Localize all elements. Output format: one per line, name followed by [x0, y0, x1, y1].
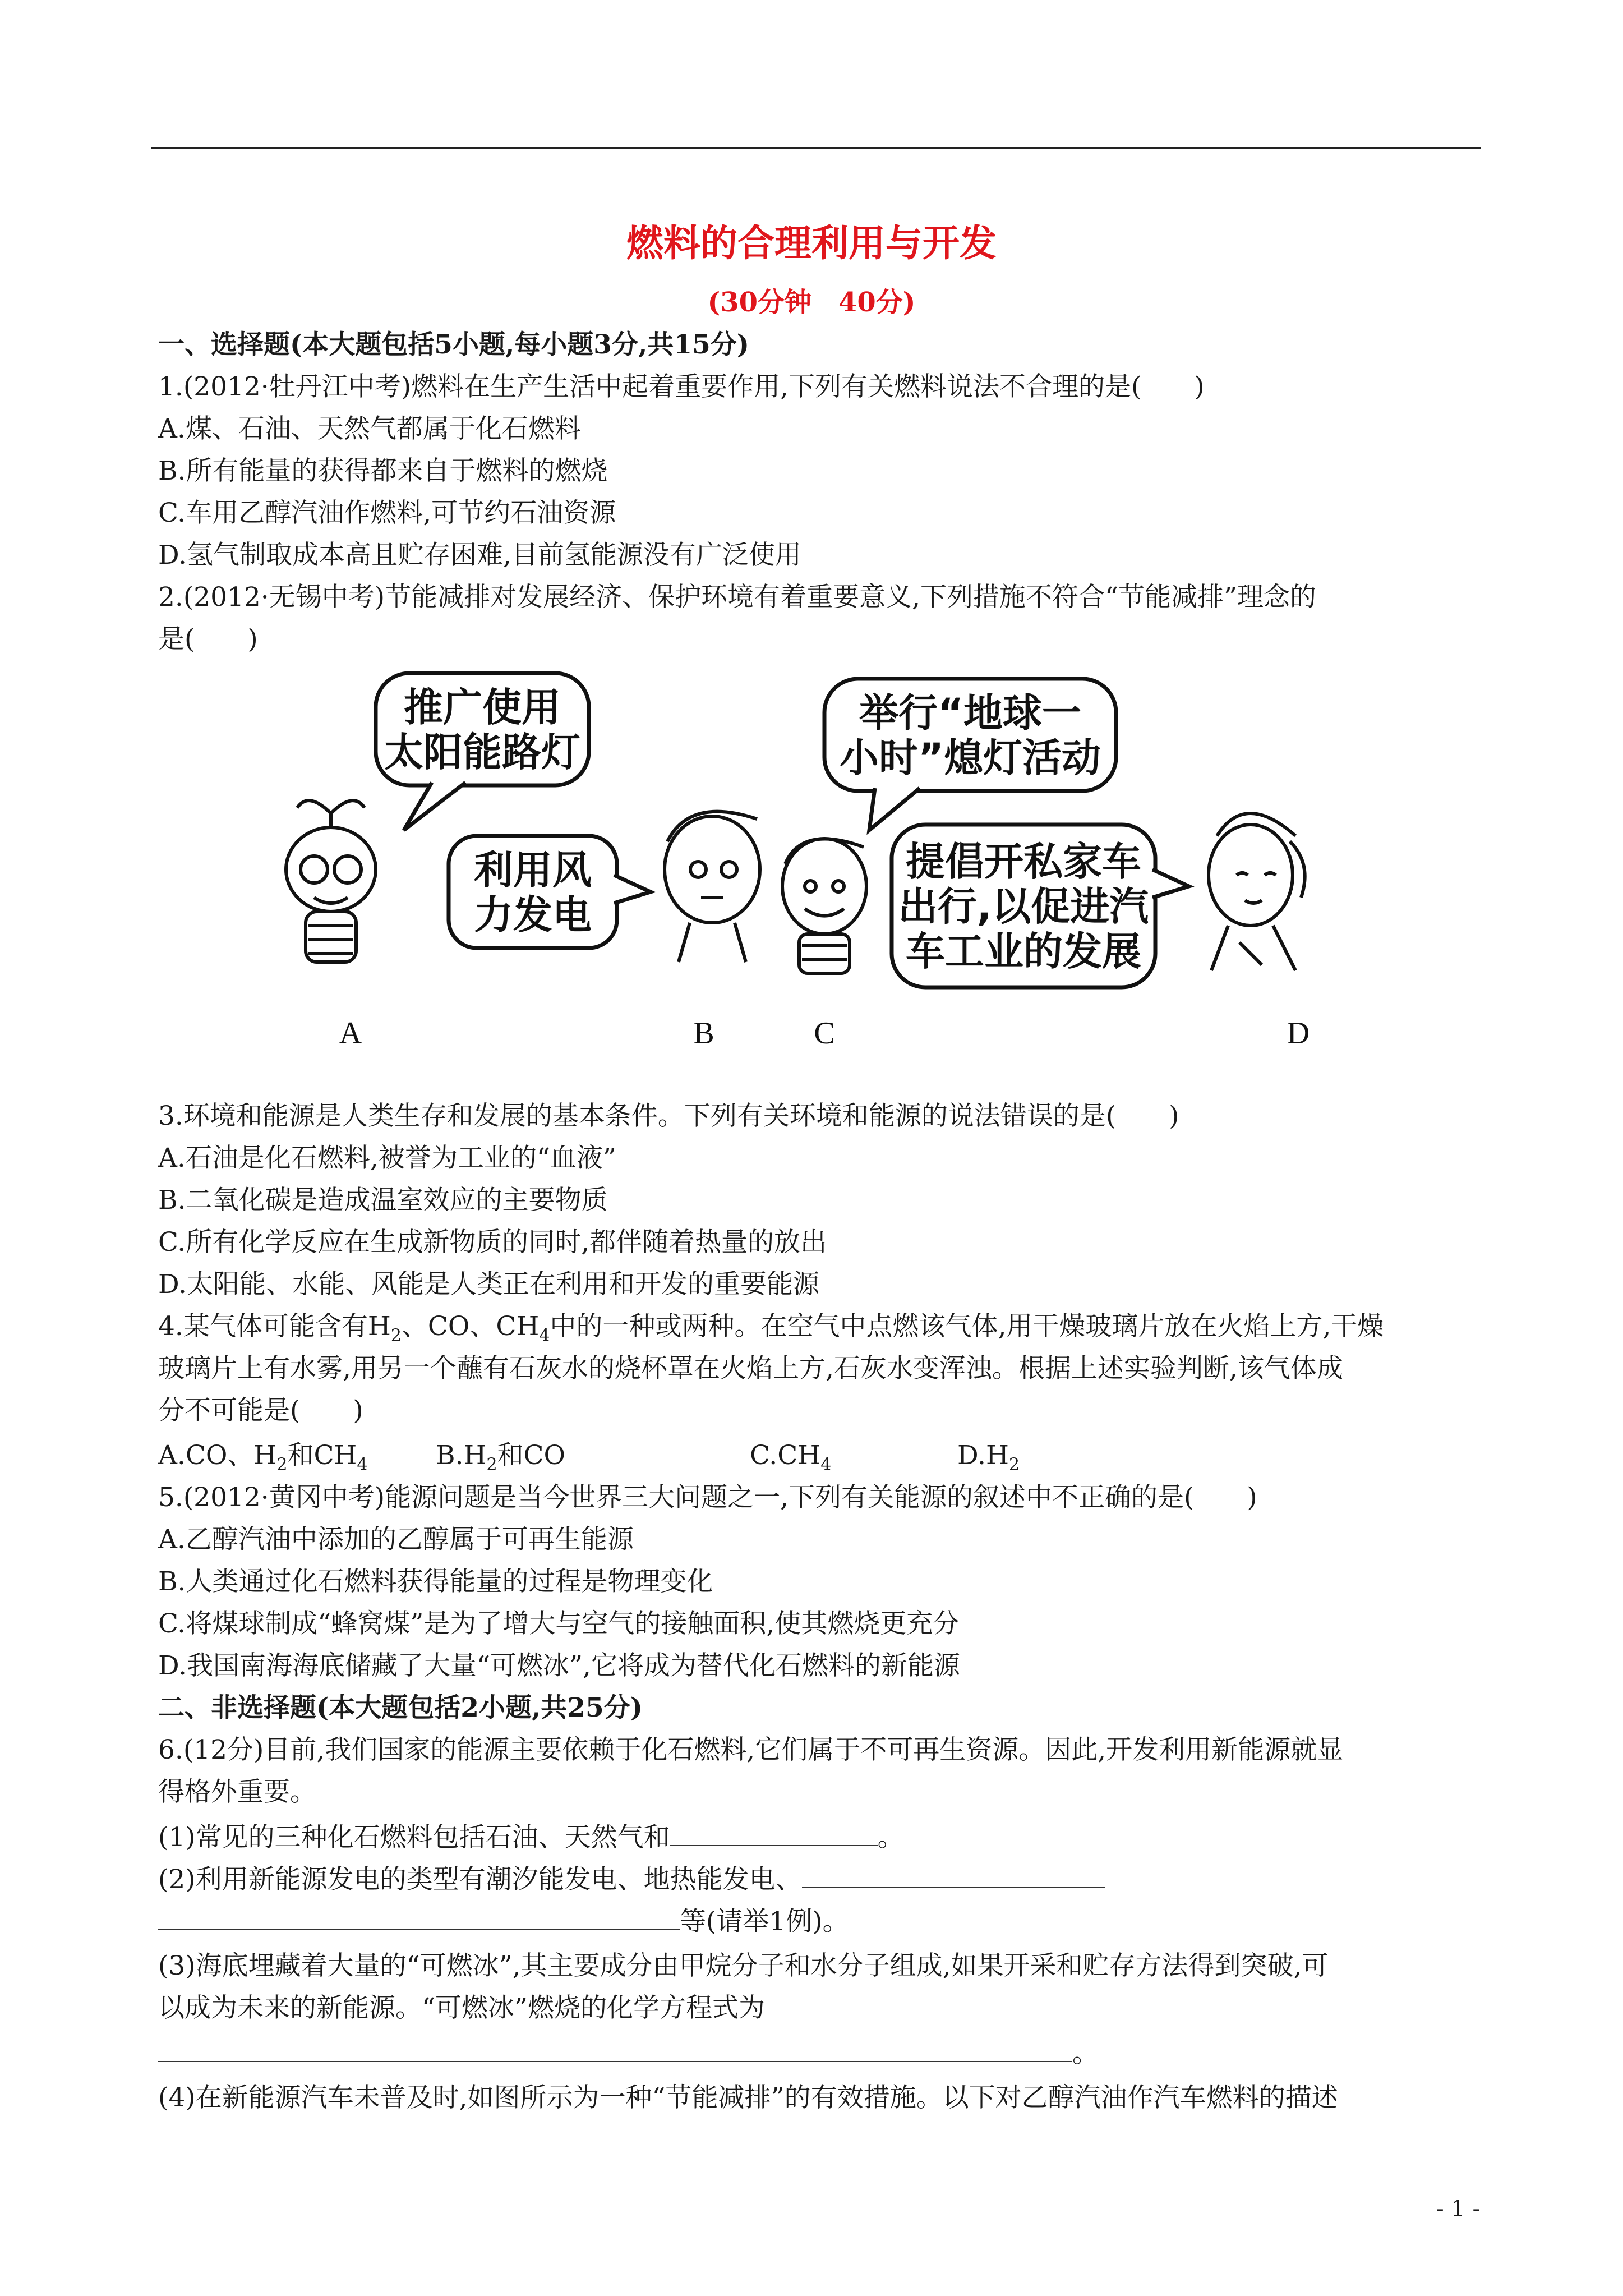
q2-illustration — [264, 662, 1396, 1055]
q3-option-d: D.太阳能、水能、风能是人类正在利用和开发的重要能源 — [158, 1269, 819, 1300]
bubble-d-line2: 出行,以促进汽 — [898, 884, 1149, 930]
bubble-c — [824, 679, 1116, 830]
bubble-b — [449, 836, 651, 948]
bubble-c-line2: 小时”熄灯活动 — [839, 735, 1101, 781]
q3-option-a: A.石油是化石燃料,被誉为工业的“血液” — [158, 1143, 616, 1174]
header-rule — [151, 147, 1481, 149]
bubble-a — [376, 673, 589, 830]
section-heading-1: 一、选择题(本大题包括5小题,每小题3分,共15分) — [158, 329, 750, 360]
q4-option-b: $B.H_2$和CO — [436, 1440, 566, 1475]
q2-stem-line2: 是( ) — [158, 624, 258, 655]
q4-option-d: $D.H_2$ — [957, 1440, 1020, 1475]
q4-line3: 分不可能是( ) — [158, 1395, 363, 1426]
figure-a — [286, 800, 376, 962]
bubble-d-line3: 车工业的发展 — [906, 928, 1141, 974]
q6-part2: (2)利用新能源发电的类型有潮汐能发电、地热能发电、 — [158, 1862, 1105, 1897]
q4-line1: 4.某气体可能含有$H_2$、CO、$CH_4$中的一种或两种。在空气中点燃该气体,用干燥玻璃片放在火焰上方,干燥 — [158, 1311, 1384, 1346]
bubble-d — [892, 825, 1189, 987]
q6-part1: (1)常见的三种化石燃料包括石油、天然气和 。 — [158, 1820, 904, 1855]
bubble-c-line1: 举行“地球一 — [859, 690, 1082, 736]
q5-stem: 5.(2012·黄冈中考)能源问题是当今世界三大问题之一,下列有关能源的叙述中不正确的是( ) — [158, 1482, 1257, 1513]
q1-option-d: D.氢气制取成本高且贮存困难,目前氢能源没有广泛使用 — [158, 540, 801, 570]
figure-d — [1209, 813, 1305, 970]
section-heading-2: 二、非选择题(本大题包括2小题,共25分) — [158, 1692, 643, 1723]
q5-option-d: D.我国南海海底储藏了大量“可燃冰”,它将成为替代化石燃料的新能源 — [158, 1650, 960, 1681]
q6-part3-line1: (3)海底埋藏着大量的“可燃冰”,其主要成分由甲烷分子和水分子组成,如果开采和贮存方法得到突破,可 — [158, 1950, 1329, 1981]
figure-c — [782, 839, 866, 973]
q6-stem-line2: 得格外重要。 — [158, 1777, 316, 1807]
q4-option-a: A.CO、$H_2$和$CH_4$ — [158, 1440, 368, 1475]
label-a: A — [339, 1016, 362, 1051]
bubble-a-line2: 太阳能路灯 — [384, 729, 580, 775]
bubble-b-line1: 利用风 — [474, 847, 592, 893]
q1-option-b: B.所有能量的获得都来自于燃料的燃烧 — [158, 455, 608, 486]
bubble-d-line1: 提倡开私家车 — [906, 839, 1141, 885]
q6-part2-cont: 等(请举1例)。 — [158, 1904, 849, 1939]
q4-line2: 玻璃片上有水雾,用另一个蘸有石灰水的烧杯罩在火焰上方,石灰水变浑浊。根据上述实验判断,该气体成 — [158, 1353, 1343, 1384]
page-title: 燃料的合理利用与开发 — [626, 221, 997, 265]
q5-option-a: A.乙醇汽油中添加的乙醇属于可再生能源 — [158, 1524, 634, 1555]
q1-option-a: A.煤、石油、天然气都属于化石燃料 — [158, 413, 581, 444]
bubble-b-line2: 力发电 — [474, 892, 592, 938]
q6-part3-line3: 。 — [158, 2036, 1099, 2070]
label-c: C — [814, 1016, 835, 1051]
q3-stem: 3.环境和能源是人类生存和发展的基本条件。下列有关环境和能源的说法错误的是( ) — [158, 1101, 1179, 1131]
q6-part2-blank-b[interactable] — [158, 1904, 680, 1930]
q5-option-b: B.人类通过化石燃料获得能量的过程是物理变化 — [158, 1566, 713, 1597]
q3-option-b: B.二氧化碳是造成温室效应的主要物质 — [158, 1185, 608, 1216]
page-number: - 1 - — [1436, 2196, 1480, 2222]
q1-stem: 1.(2012·牡丹江中考)燃料在生产生活中起着重要作用,下列有关燃料说法不合理的是( ) — [158, 371, 1205, 402]
q5-option-c: C.将煤球制成“蜂窝煤”是为了增大与空气的接触面积,使其燃烧更充分 — [158, 1608, 960, 1639]
label-d: D — [1287, 1016, 1310, 1051]
q1-option-c: C.车用乙醇汽油作燃料,可节约石油资源 — [158, 498, 616, 528]
q6-stem-line1: 6.(12分)目前,我们国家的能源主要依赖于化石燃料,它们属于不可再生资源。因此,开发利用新能源就显 — [158, 1734, 1344, 1765]
q6-part3-blank[interactable] — [158, 2036, 1072, 2062]
q6-part4: (4)在新能源汽车未普及时,如图所示为一种“节能减排”的有效措施。以下对乙醇汽油作汽车燃料的描述 — [158, 2082, 1338, 2113]
q4-option-c: $C.CH_4$ — [750, 1440, 832, 1475]
q6-part1-blank[interactable] — [670, 1820, 878, 1846]
label-b: B — [693, 1016, 714, 1051]
figure-b — [665, 812, 760, 962]
q2-stem-line1: 2.(2012·无锡中考)节能减排对发展经济、保护环境有着重要意义,下列措施不符合“节能减排”理念的 — [158, 582, 1317, 613]
page-subtitle: (30分钟 40分) — [707, 287, 916, 318]
q4-options — [158, 1439, 1020, 1481]
q3-option-c: C.所有化学反应在生成新物质的同时,都伴随着热量的放出 — [158, 1227, 827, 1258]
q6-part3-line2: 以成为未来的新能源。“可燃冰”燃烧的化学方程式为 — [158, 1993, 766, 2023]
q6-part2-blank-a[interactable] — [802, 1862, 1105, 1888]
bubble-a-line1: 推广使用 — [404, 684, 561, 730]
